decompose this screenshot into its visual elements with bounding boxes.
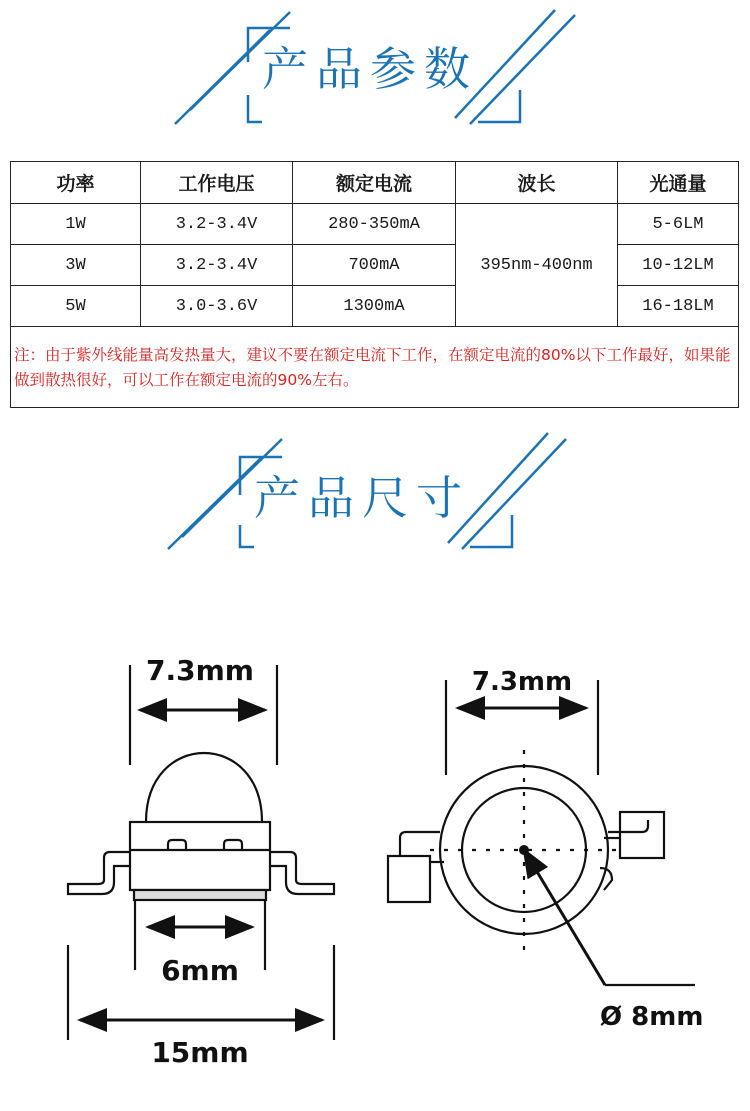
section-title-params: 产品参数 [262, 42, 478, 96]
cell-power: 3W [11, 245, 141, 286]
cell-voltage: 3.2-3.4V [141, 204, 293, 245]
col-header-current: 额定电流 [293, 162, 456, 204]
note-text: 注：由于紫外线能量高发热量大，建议不要在额定电流下工作，在额定电流的80%以下工作最好，如果能做到散热很好，可以工作在额定电流的90%左右。 [11, 327, 739, 408]
dim-top-view-diameter: Ø 8mm [600, 1002, 704, 1032]
cell-power: 1W [11, 204, 141, 245]
dim-top-view-width: 7.3mm [471, 667, 573, 697]
table-header-row [11, 162, 739, 204]
cell-voltage: 3.0-3.6V [141, 286, 293, 327]
cell-flux: 16-18LM [618, 286, 739, 327]
table-note-row [11, 327, 739, 408]
table-row [11, 286, 739, 327]
cell-current: 700mA [293, 245, 456, 286]
col-header-voltage: 工作电压 [141, 162, 293, 204]
dimension-drawings [0, 600, 750, 1110]
table-row [11, 245, 739, 286]
section-header-params [0, 0, 750, 120]
col-header-flux: 光通量 [618, 162, 739, 204]
cell-flux: 5-6LM [618, 204, 739, 245]
top-view-drawing [388, 680, 695, 985]
cell-flux: 10-12LM [618, 245, 739, 286]
col-header-power: 功率 [11, 162, 141, 204]
center-dot [519, 845, 529, 855]
spec-table [10, 161, 739, 408]
dim-side-top-width: 7.3mm [146, 654, 254, 687]
cell-current: 1300mA [293, 286, 456, 327]
cell-power: 5W [11, 286, 141, 327]
section-title-size: 产品尺寸 [254, 471, 470, 525]
cell-wavelength: 395nm-400nm [456, 204, 618, 327]
dim-side-bottom-width: 6mm [161, 954, 239, 987]
table-row [11, 204, 739, 245]
cell-current: 280-350mA [293, 204, 456, 245]
section-header-size [0, 425, 750, 545]
col-header-wavelength: 波长 [456, 162, 618, 204]
dim-side-total-width: 15mm [151, 1036, 249, 1069]
cell-voltage: 3.2-3.4V [141, 245, 293, 286]
